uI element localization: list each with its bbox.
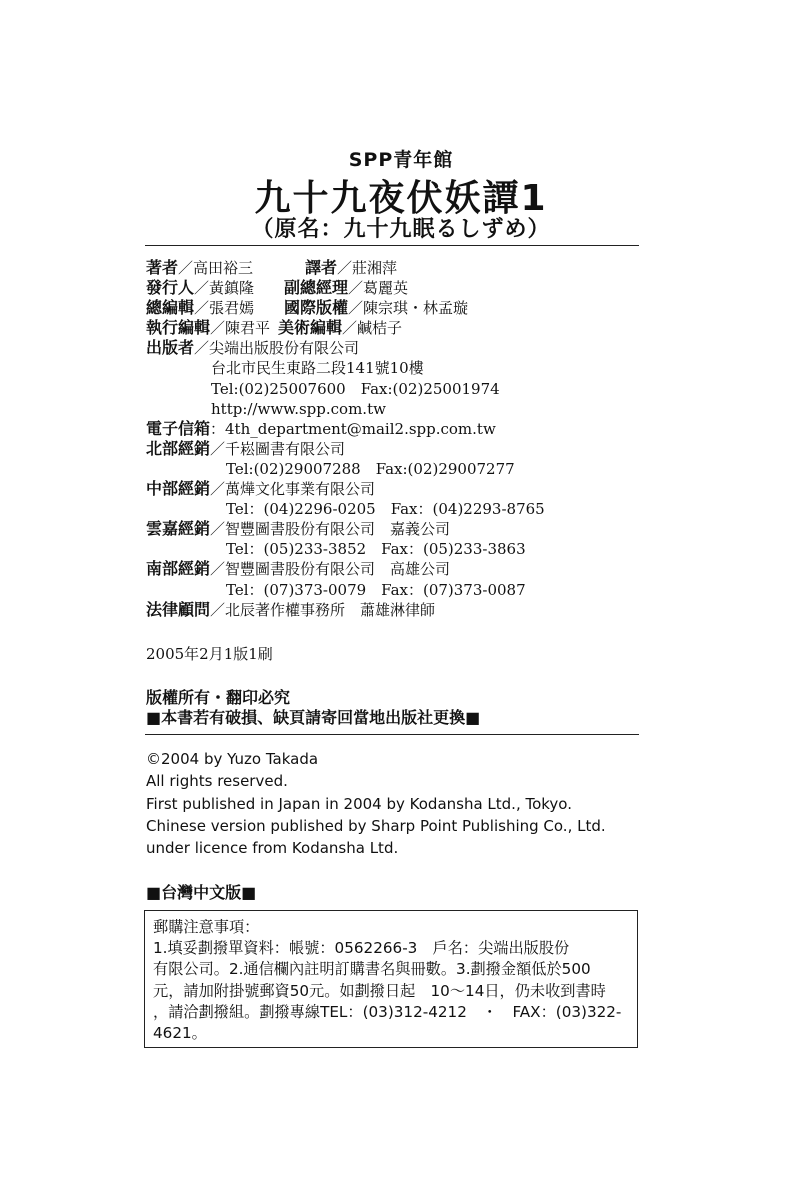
copyright-block bbox=[146, 748, 606, 859]
series-name: SPP青年館 bbox=[348, 149, 454, 171]
central-distributor-label: 中部經銷 bbox=[146, 479, 211, 499]
author-value: ／高田裕三 bbox=[178, 259, 254, 277]
translator-label: 譯者 bbox=[305, 258, 338, 277]
credits-line-2 bbox=[146, 278, 636, 298]
south-distributor-contact: Tel：(07)373-0079 Fax：(07)373-0087 bbox=[226, 580, 526, 599]
book-title: 九十九夜伏妖譚1 bbox=[254, 178, 548, 219]
email-value: ：4th_department@mail2.spp.com.tw bbox=[210, 419, 496, 438]
central-distributor-line bbox=[146, 479, 636, 499]
publisher-label: 出版者 bbox=[146, 338, 195, 358]
north-distributor-contact: Tel:(02)29007288 Fax:(02)29007277 bbox=[226, 459, 515, 478]
south-distributor-line bbox=[146, 559, 636, 579]
chiayi-distributor-contact: Tel：(05)233-3852 Fax：(05)233-3863 bbox=[226, 540, 526, 559]
art-editor-value: ／鹹桔子 bbox=[342, 319, 403, 338]
edition-label: ■台灣中文版■ bbox=[146, 883, 257, 902]
deputy-manager-value: ／葛麗英 bbox=[348, 279, 409, 298]
mail-order-notice bbox=[144, 910, 638, 1048]
notice-line: 元，請加附掛號郵資50元。如劃撥日起 10～14日，仍未收到書時 bbox=[153, 981, 606, 1000]
south-distributor-label: 南部經銷 bbox=[146, 559, 211, 579]
publisher-address: 台北市民生東路二段141號10樓 bbox=[211, 359, 424, 378]
notice-title: 郵購注意事項： bbox=[153, 918, 260, 936]
credits-line-3 bbox=[146, 298, 636, 318]
publisher-person-value: ／黃鎮隆 bbox=[194, 279, 255, 298]
copyright-line: ©2004 by Yuzo Takada bbox=[146, 750, 319, 768]
chief-editor-value: ／張君嫣 bbox=[194, 299, 255, 318]
credits-line-1 bbox=[146, 258, 636, 278]
notice-line: ，請洽劃撥組。劃撥專線TEL：(03)312-4212 ・ FAX：(03)322- bbox=[153, 1002, 622, 1021]
email-line bbox=[146, 419, 636, 439]
copyright-line: All rights reserved. bbox=[146, 772, 288, 791]
north-distributor-value: ／千崧圖書有限公司 bbox=[210, 439, 346, 458]
north-distributor-line bbox=[146, 439, 636, 459]
notice-line: 4621。 bbox=[153, 1024, 207, 1043]
publisher-value: ／尖端出版股份有限公司 bbox=[194, 339, 360, 358]
email-label: 電子信箱 bbox=[146, 418, 211, 438]
author-label: 著者 bbox=[146, 258, 179, 277]
publisher-person-label: 發行人 bbox=[146, 278, 195, 298]
copyright-line: under licence from Kodansha Ltd. bbox=[146, 839, 399, 858]
north-distributor-label: 北部經銷 bbox=[146, 438, 211, 458]
chiayi-distributor-label: 雲嘉經銷 bbox=[146, 519, 211, 539]
original-title: （原名：九十九眠るしずめ） bbox=[251, 217, 551, 242]
credits-block bbox=[146, 258, 636, 620]
credits-line-4 bbox=[146, 318, 636, 338]
exec-editor-value: ／陳君平 bbox=[210, 319, 271, 338]
intl-rights-label: 國際版權 bbox=[284, 298, 349, 318]
deputy-manager-label: 副總經理 bbox=[284, 278, 349, 298]
edition-date: 2005年2月1版1刷 bbox=[146, 645, 273, 663]
south-distributor-value: ／智豐圖書股份有限公司 高雄公司 bbox=[210, 560, 451, 579]
bottom-divider bbox=[145, 734, 639, 735]
legal-label: 法律顧問 bbox=[146, 599, 211, 619]
legal-value: ／北辰著作權事務所 蕭雄淋律師 bbox=[210, 600, 436, 619]
rights-block bbox=[146, 688, 480, 728]
intl-rights-value: ／陳宗琪・林孟璇 bbox=[348, 299, 469, 318]
rights-line-1: 版權所有・翻印必究 bbox=[146, 688, 291, 707]
publisher-line bbox=[146, 338, 636, 358]
copyright-line: First published in Japan in 2004 by Kodansha Ltd., Tokyo. bbox=[146, 794, 572, 813]
rights-line-2: ■本書若有破損、缺頁請寄回當地出版社更換■ bbox=[146, 708, 481, 727]
central-distributor-value: ／萬燁文化事業有限公司 bbox=[210, 480, 376, 499]
chiayi-distributor-value: ／智豐圖書股份有限公司 嘉義公司 bbox=[210, 520, 451, 539]
exec-editor-label: 執行編輯 bbox=[146, 318, 211, 338]
publisher-website: http://www.spp.com.tw bbox=[211, 399, 386, 418]
central-distributor-contact: Tel：(04)2296-0205 Fax：(04)2293-8765 bbox=[226, 500, 545, 519]
chief-editor-label: 總編輯 bbox=[146, 298, 195, 318]
notice-line: 有限公司。2.通信欄內註明訂購書名與冊數。3.劃撥金額低於500 bbox=[153, 960, 591, 979]
publisher-phone-fax: Tel:(02)25007600 Fax:(02)25001974 bbox=[211, 379, 500, 398]
art-editor-label: 美術編輯 bbox=[278, 318, 343, 338]
translator-value: ／莊湘萍 bbox=[337, 259, 398, 277]
top-divider bbox=[145, 245, 639, 246]
copyright-line: Chinese version published by Sharp Point Publishing Co., Ltd. bbox=[146, 816, 606, 835]
legal-line bbox=[146, 600, 636, 620]
notice-line: 1.填妥劃撥單資料：帳號：0562266-3 戶名：尖端出版股份 bbox=[153, 939, 570, 958]
chiayi-distributor-line bbox=[146, 519, 636, 539]
